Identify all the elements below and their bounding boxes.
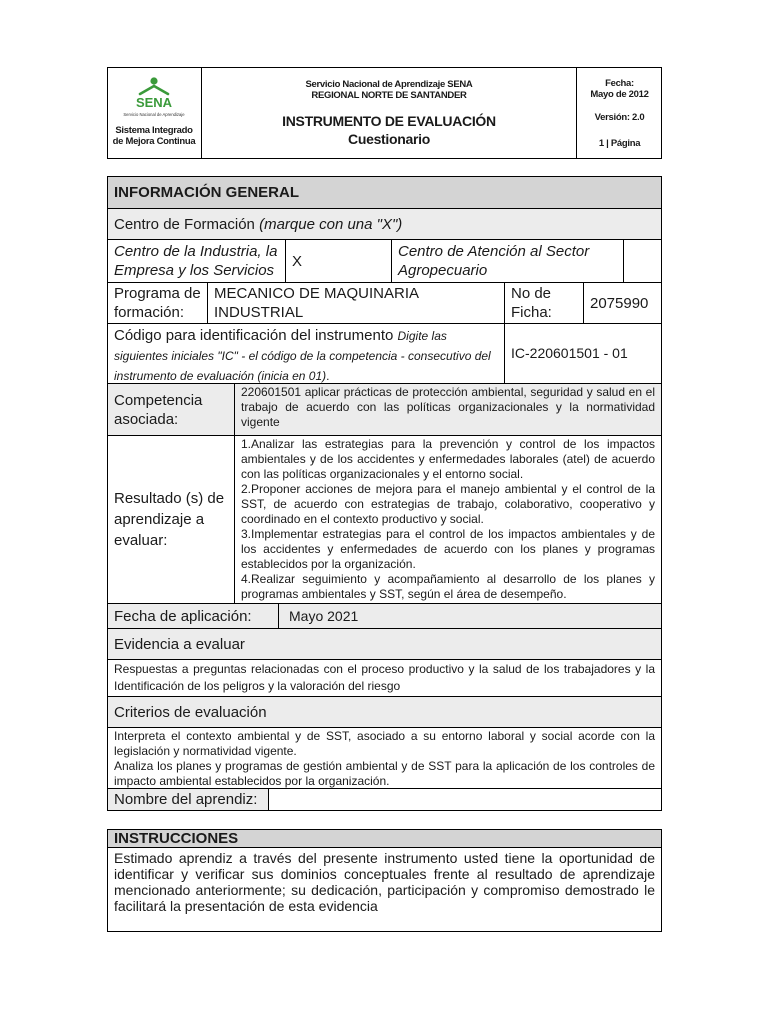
codigo-value-text: IC-220601501 - 01 [511, 345, 628, 361]
fecha-label: Fecha: [605, 78, 634, 89]
evidencia-value [107, 659, 662, 697]
competencia-label [107, 383, 235, 436]
instrucciones-text [107, 847, 662, 932]
nombre-aprendiz-field[interactable] [268, 788, 662, 811]
resultado-item: 3.Implementar estrategias para el control de los impactos ambientales y de los accidentes y enfermedades de acuerdo con los planes y programas establecidos por la organización. [241, 527, 655, 571]
programa-label-text: Programa de formación: [114, 285, 201, 321]
codigo-hint-end: . [326, 369, 330, 383]
centro-option-agropecuario-label: Centro de Atención al Sector Agropecuario [398, 243, 590, 279]
centro-label: Centro de Formación [114, 215, 255, 233]
fecha-value: Mayo de 2012 [590, 89, 649, 100]
ficha-label-text: No de Ficha: [511, 285, 552, 321]
mark-x: X [292, 252, 303, 270]
section-title-general [107, 176, 662, 209]
criterios-label [107, 696, 662, 728]
codigo-hint: Digite las siguientes iniciales "IC" - el código de la competencia - consecutivo del instrumento de evaluación (inicia en 01) [114, 329, 491, 383]
section-title-text: INFORMACIÓN GENERAL [114, 184, 299, 201]
document-subtitle: Cuestionario [348, 131, 430, 147]
programa-value-text: MECANICO DE MAQUINARIA INDUSTRIAL [214, 285, 419, 321]
centro-option-agropecuario [391, 239, 624, 283]
centro-formacion-row [107, 208, 662, 240]
org-name: Servicio Nacional de Aprendizaje SENA [305, 79, 473, 90]
centro-option-industria-label: Centro de la Industria, la Empresa y los Servicios [114, 243, 278, 279]
criterios-list [107, 727, 662, 789]
centro-hint: (marque con una "X") [259, 215, 403, 233]
fecha-aplicacion-value [278, 603, 662, 629]
system-name: Sistema Integrado de Mejora Continua [112, 125, 196, 147]
resultado-item: 1.Analizar las estrategias para la prevención y control de los impactos ambientales y de los accidentes y enfermedades laborales (atel) de acuerdo con las políticas organizacionales y el entorno social. [241, 437, 655, 481]
fecha-aplicacion-value-text: Mayo 2021 [289, 607, 359, 624]
centro-option-agropecuario-mark[interactable] [623, 239, 662, 283]
codigo-label-cell [107, 323, 505, 384]
sena-logo-icon [123, 76, 185, 120]
evidencia-label-text: Evidencia a evaluar [114, 635, 245, 653]
svg-text:Servicio Nacional de Aprendiza: Servicio Nacional de Aprendizaje [123, 112, 185, 117]
nombre-aprendiz-label [107, 788, 269, 811]
document-title: INSTRUMENTO DE EVALUACIÓN [282, 113, 496, 129]
competencia-value [234, 383, 662, 436]
codigo-value [504, 323, 662, 384]
criterios-label-text: Criterios de evaluación [114, 703, 267, 721]
sena-logo [123, 76, 185, 120]
competencia-label-text: Competencia asociada: [114, 391, 203, 428]
svg-text:SENA: SENA [135, 95, 173, 110]
centro-option-industria-mark[interactable] [285, 239, 392, 283]
instrucciones-title-text: INSTRUCCIONES [114, 830, 239, 847]
ficha-label [504, 282, 584, 324]
resultado-item: 2.Proponer acciones de mejora para el manejo ambiental y el control de la SST, de acuerdo con estrategias de trabajo, colaborativo, cooperativo y coordinado en el contexto productivo y social. [241, 482, 655, 526]
programa-label [107, 282, 208, 324]
resultados-label [107, 435, 235, 604]
evidencia-label [107, 628, 662, 660]
evidencia-value-text: Respuestas a preguntas relacionadas con el proceso productivo y la salud de los trabajadores y la Identificación de los peligros y la valoración del riesgo [114, 662, 655, 693]
instrucciones-title [107, 829, 662, 848]
codigo-label: Código para identificación del instrumento [114, 327, 394, 344]
competencia-value-text: 220601501 aplicar prácticas de protección ambiental, seguridad y salud en el trabajo de acuerdo con las políticas organizacionales y la normatividad vigente [241, 385, 655, 429]
resultados-label-text: Resultado (s) de aprendizaje a evaluar: [114, 490, 225, 549]
resultado-item: 4.Realizar seguimiento y acompañamiento al desarrollo de los planes y programas ambientales y SST, según el área de desempeño. [241, 572, 655, 601]
version: Versión: 2.0 [594, 112, 645, 123]
resultados-list [234, 435, 662, 604]
org-regional: REGIONAL NORTE DE SANTANDER [311, 90, 467, 101]
centro-option-industria [107, 239, 286, 283]
instrucciones-text-content: Estimado aprendiz a través del presente instrumento usted tiene la oportunidad de identificar y verificar sus dominios conceptuales frente al resultado de aprendizaje mencionado anteriormente; su dedicación, participación y compromiso demostrado le facilitará la presentación de esta evidencia [114, 850, 655, 914]
ficha-value-text: 2075990 [590, 294, 649, 312]
fecha-aplicacion-label-text: Fecha de aplicación: [114, 607, 252, 625]
ficha-value [583, 282, 662, 324]
page-number: 1 | Página [598, 138, 641, 149]
fecha-aplicacion-label [107, 603, 279, 629]
nombre-aprendiz-label-text: Nombre del aprendiz: [114, 791, 258, 808]
programa-value [207, 282, 505, 324]
criterio-item: Interpreta el contexto ambiental y de SST, asociado a su entorno laboral y social acorde con la legislación y normatividad vigente. [114, 729, 655, 758]
criterio-item: Analiza los planes y programas de gestión ambiental y de SST para la aplicación de los controles de impacto ambiental establecidos por la organización. [114, 759, 655, 788]
